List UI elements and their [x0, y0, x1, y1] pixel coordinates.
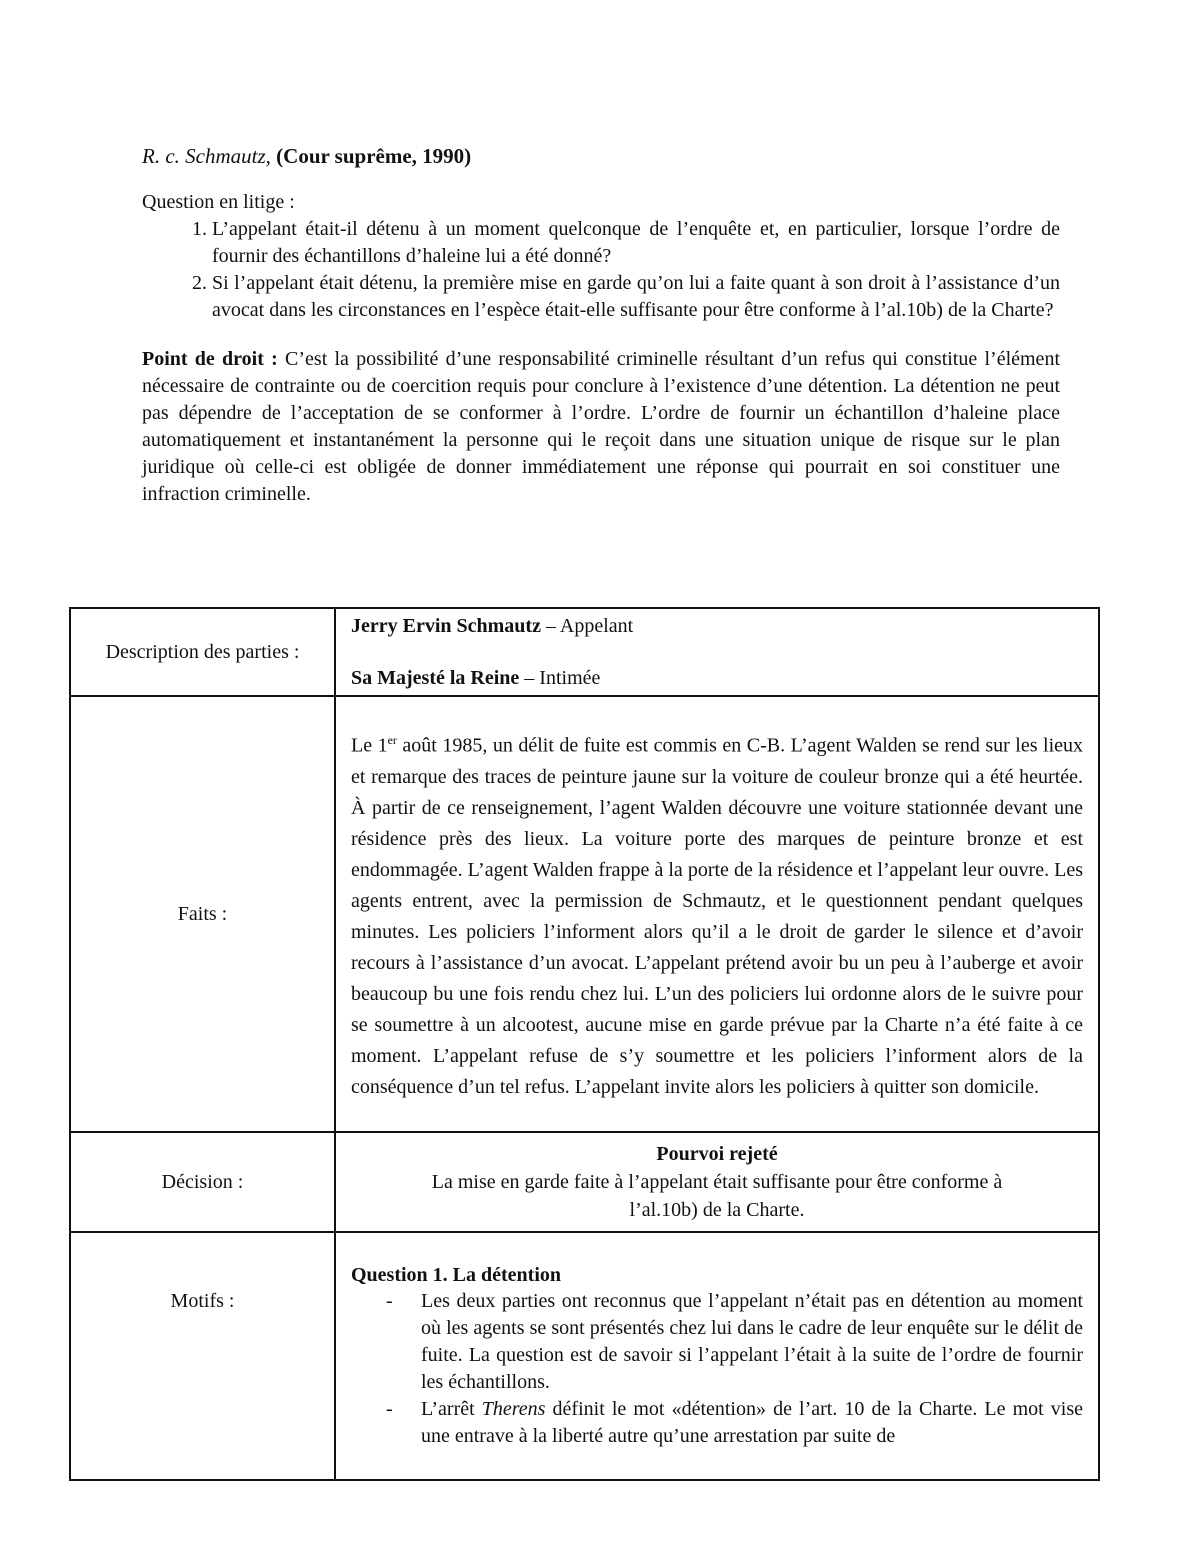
motifs-heading: Question 1. La détention — [351, 1264, 562, 1286]
faits-lead: Le 1 — [351, 734, 388, 757]
table-row-parties — [70, 608, 1099, 696]
point-de-droit-label: Point de droit : — [142, 348, 278, 370]
decision-line-1: La mise en garde faite à l’appelant était suffisante pour être conforme à — [431, 1171, 1003, 1193]
faits-superscript: er — [387, 733, 397, 748]
motifs-cell — [335, 1232, 1099, 1480]
court-year: (Cour suprême, 1990) — [270, 144, 472, 168]
case-brief-table — [69, 607, 1100, 1481]
bullet-dash: - — [386, 1398, 393, 1420]
respondent-name: Sa Majesté la Reine — [351, 667, 520, 689]
issue-item: 2. Si l’appelant était détenu, la première mise en garde qu’on lui a faite quant à son droit à l’assistance d’un avocat dans les circonstances en l’espèce était-elle suffisante pour être conforme à l’al.10b) de la Charte? — [212, 270, 1060, 324]
parties-cell — [335, 608, 1099, 696]
list-item — [351, 1396, 1083, 1450]
faits-label: Faits : — [70, 696, 335, 1132]
appellant-line — [351, 613, 1083, 639]
issues-label: Question en litige : — [142, 191, 295, 213]
faits-text — [351, 725, 1083, 1103]
decision-result: Pourvoi rejeté — [656, 1143, 778, 1165]
table-row-motifs — [70, 1232, 1099, 1480]
appellant-name: Jerry Ervin Schmautz — [351, 615, 541, 637]
respondent-role: – Intimée — [519, 667, 601, 689]
parties-label: Description des parties : — [70, 608, 335, 696]
case-title — [142, 141, 1060, 171]
faits-body: août 1985, un délit de fuite est commis en C-B. L’agent Walden se rend sur les lieux et remarque des traces de peinture jaune sur la voiture de couleur bronze qui a été heurtée. À partir de ce renseignement, l’agent Walden découvre une voiture stationnée devant une résidence près des lieux. La voiture porte des marques de peinture bronze et est endommagée. L’agent Walden frappe à la porte de la résidence et l’appelant leur ouvre. Les agents entrent, avec la permission de Schmautz, et le questionnent pendant quelques minutes. Les policiers l’informent alors qu’il a le droit de garder le silence et d’avoir recours à l’assistance d’un avocat. L’appelant prétend avoir bu un peu à l’auberge et avoir beaucoup bu une fois rendu chez lui. L’un des policiers lui ordonne alors de le suivre pour se soumettre à un alcootest, aucune mise en garde prévue par la Charte n’a été faite à ce moment. L’appelant refuse de s’y soumettre et les policiers l’informent alors de la conséquence d’un tel refus. L’appelant invite alors les policiers à quitter son domicile. — [351, 734, 1083, 1098]
motifs-list — [351, 1288, 1083, 1450]
appellant-role: – Appelant — [540, 615, 634, 637]
respondent-line — [351, 665, 1083, 691]
issues-list — [142, 216, 1060, 324]
decision-cell — [335, 1132, 1099, 1232]
motifs-label: Motifs : — [70, 1232, 335, 1480]
issue-item: 1. L’appelant était-il détenu à un moment quelconque de l’enquête et, en particulier, lorsque l’ordre de fournir des échantillons d’haleine lui a été donné? — [212, 216, 1060, 270]
faits-cell — [335, 696, 1099, 1132]
list-item — [351, 1288, 1083, 1396]
document-page — [142, 141, 1060, 508]
bullet-dash: - — [386, 1290, 393, 1312]
case-reference-therens: Therens — [481, 1398, 546, 1420]
point-de-droit — [142, 346, 1060, 508]
case-name: Schmautz, — [185, 144, 271, 168]
motif-text-post: définit le mot «détention» de l’art. 10 de la Charte. Le mot vise une entrave à la liberté autre qu’une arrestation par suite de — [421, 1398, 1083, 1447]
point-de-droit-text: C’est la possibilité d’une responsabilité criminelle résultant d’un refus qui constitue l’élément nécessaire de contrainte ou de coercition requis pour conclure à l’existence d’une détention. La détention ne peut pas dépendre de l’acceptation de se conformer à l’ordre. L’ordre de fournir un échantillon d’haleine place automatiquement et instantanément la personne qui le reçoit dans une situation unique de risque sur le plan juridique où celle-ci est obligée de donner immédiatement une réponse qui pourrait en soi constituer une infraction criminelle. — [142, 348, 1060, 505]
motif-text: Les deux parties ont reconnus que l’appelant n’était pas en détention au moment où les agents se sont présentés chez lui dans le cadre de leur enquête sur le délit de fuite. La question est de savoir si l’appelant l’était à la suite de l’ordre de fournir les échantillons. — [421, 1290, 1083, 1393]
decision-line-2: l’al.10b) de la Charte. — [629, 1199, 805, 1221]
motif-text-pre: L’arrêt — [421, 1398, 482, 1420]
case-prefix: R. c. — [142, 144, 186, 168]
table-row-faits — [70, 696, 1099, 1132]
table-row-decision — [70, 1132, 1099, 1232]
decision-label: Décision : — [70, 1132, 335, 1232]
